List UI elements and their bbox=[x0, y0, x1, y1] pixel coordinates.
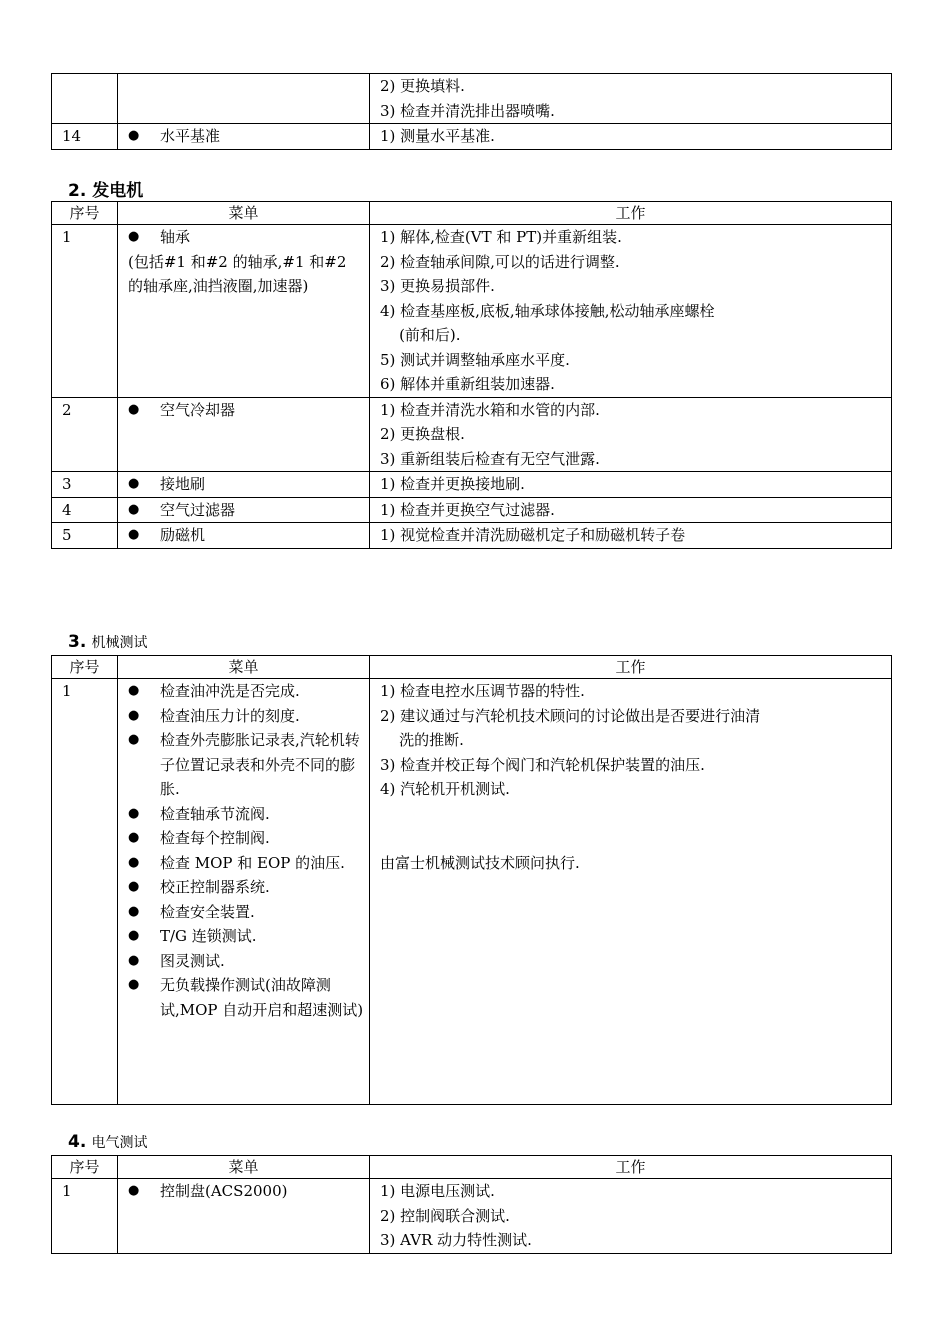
menu-item: T/G 连锁测试. bbox=[160, 927, 257, 945]
work-line: 洗的推断. bbox=[380, 731, 464, 749]
menu-item: 空气冷却器 bbox=[160, 400, 236, 419]
column-header: 序号 bbox=[52, 1156, 118, 1179]
column-header: 工作 bbox=[370, 1156, 892, 1179]
bullet-icon: ● bbox=[128, 854, 140, 870]
table-header-row bbox=[52, 656, 892, 679]
menu-item: 检查 MOP 和 EOP 的油压. bbox=[160, 853, 345, 872]
work-line: 1) 检查并清洗水箱和水管的内部. bbox=[380, 400, 600, 419]
row-menu bbox=[118, 679, 370, 1105]
work-line: 1) 检查并更换空气过滤器. bbox=[380, 500, 555, 519]
work-line: 3) 检查并校正每个阀门和汽轮机保护装置的油压. bbox=[380, 755, 705, 774]
row-number: 2 bbox=[52, 397, 118, 472]
row-menu bbox=[118, 124, 370, 150]
column-header: 菜单 bbox=[118, 1156, 370, 1179]
row-work bbox=[370, 523, 892, 549]
menu-item: 水平基准 bbox=[160, 127, 221, 145]
row-menu bbox=[118, 472, 370, 498]
bullet-icon: ● bbox=[128, 527, 140, 542]
work-line: 3) 更换易损部件. bbox=[380, 277, 495, 295]
table-row bbox=[52, 74, 892, 124]
menu-item: 检查安全装置. bbox=[160, 902, 255, 921]
work-line: 6) 解体并重新组装加速器. bbox=[380, 375, 555, 393]
column-header: 工作 bbox=[370, 656, 892, 679]
table-row bbox=[52, 1179, 892, 1254]
bullet-icon: ● bbox=[128, 229, 140, 244]
row-menu bbox=[118, 497, 370, 523]
bullet-icon: ● bbox=[128, 830, 140, 845]
row-number: 3 bbox=[52, 472, 118, 498]
row-number: 14 bbox=[52, 124, 118, 150]
work-line: 5) 测试并调整轴承座水平度. bbox=[380, 350, 570, 369]
menu-item: 校正控制器系统. bbox=[160, 878, 270, 896]
row-menu bbox=[118, 74, 370, 124]
row-work bbox=[370, 124, 892, 150]
menu-item: 接地刷 bbox=[160, 475, 206, 493]
section-number: 3. bbox=[68, 632, 87, 652]
table-row bbox=[52, 523, 892, 549]
work-line: 2) 建议通过与汽轮机技术顾问的讨论做出是否要进行油清 bbox=[380, 706, 761, 725]
menu-item: 轴承 bbox=[160, 228, 191, 246]
menu-item: 空气过滤器 bbox=[160, 500, 236, 519]
row-menu bbox=[118, 523, 370, 549]
work-note: 由富士机械测试技术顾问执行. bbox=[380, 853, 580, 872]
work-line: 3) AVR 动力特性测试. bbox=[380, 1231, 532, 1249]
work-line: 2) 更换盘根. bbox=[380, 425, 465, 443]
section-heading bbox=[68, 632, 148, 652]
section-number: 4. bbox=[68, 1132, 87, 1152]
table-row bbox=[52, 472, 892, 498]
bullet-icon: ● bbox=[128, 977, 140, 992]
column-header: 序号 bbox=[52, 202, 118, 225]
electrical-test-table bbox=[51, 1155, 892, 1254]
row-work bbox=[370, 397, 892, 472]
bullet-icon: ● bbox=[128, 128, 140, 143]
row-number: 4 bbox=[52, 497, 118, 523]
bullet-icon: ● bbox=[128, 707, 140, 723]
row-number: 1 bbox=[52, 679, 118, 1105]
bullet-icon: ● bbox=[128, 879, 140, 894]
row-work bbox=[370, 74, 892, 124]
work-line: 1) 检查并更换接地刷. bbox=[380, 475, 525, 493]
work-line: 3) 重新组装后检查有无空气泄露. bbox=[380, 449, 600, 468]
menu-item: 无负载操作测试(油故障测试,MOP 自动开启和超速测试) bbox=[160, 976, 364, 1019]
menu-item: 图灵测试. bbox=[160, 951, 225, 970]
table-header-row bbox=[52, 202, 892, 225]
row-number: 1 bbox=[52, 225, 118, 398]
section-heading bbox=[68, 1132, 148, 1152]
section-heading: 2. 发电机 bbox=[68, 181, 144, 201]
bullet-icon: ● bbox=[128, 401, 140, 417]
table-row bbox=[52, 497, 892, 523]
work-line: (前和后). bbox=[380, 326, 461, 344]
row-number: 1 bbox=[52, 1179, 118, 1254]
menu-item: 控制盘(ACS2000) bbox=[160, 1182, 288, 1200]
work-line: 1) 电源电压测试. bbox=[380, 1182, 495, 1200]
work-line: 4) 汽轮机开机测试. bbox=[380, 780, 510, 798]
table-row bbox=[52, 679, 892, 1105]
table-row bbox=[52, 225, 892, 398]
work-line: 1) 解体,检查(VT 和 PT)并重新组装. bbox=[380, 228, 622, 246]
menu-item: 检查油冲洗是否完成. bbox=[160, 682, 300, 700]
work-line: 2) 检查轴承间隙,可以的话进行调整. bbox=[380, 252, 620, 271]
bullet-icon: ● bbox=[128, 952, 140, 968]
column-header: 工作 bbox=[370, 202, 892, 225]
row-work bbox=[370, 497, 892, 523]
table-row bbox=[52, 397, 892, 472]
row-work bbox=[370, 1179, 892, 1254]
bullet-icon: ● bbox=[128, 732, 140, 747]
continued-table bbox=[51, 73, 892, 150]
bullet-icon: ● bbox=[128, 476, 140, 491]
row-work bbox=[370, 225, 892, 398]
work-line: 4) 检查基座板,底板,轴承球体接触,松动轴承座螺栓 bbox=[380, 301, 715, 320]
row-menu bbox=[118, 1179, 370, 1254]
menu-item: 检查外壳膨胀记录表,汽轮机转子位置记录表和外壳不同的膨胀. bbox=[160, 731, 360, 798]
bullet-icon: ● bbox=[128, 1183, 140, 1198]
column-header: 菜单 bbox=[118, 202, 370, 225]
menu-item: 检查油压力计的刻度. bbox=[160, 706, 300, 725]
bullet-icon: ● bbox=[128, 683, 140, 698]
bullet-icon: ● bbox=[128, 805, 140, 821]
work-line: 2) 更换填料. bbox=[380, 77, 465, 95]
mechanical-test-table bbox=[51, 655, 892, 1105]
bullet-icon: ● bbox=[128, 903, 140, 919]
table-row bbox=[52, 124, 892, 150]
work-line: 3) 检查并清洗排出器喷嘴. bbox=[380, 101, 555, 120]
menu-item: 检查轴承节流阀. bbox=[160, 804, 270, 823]
row-number bbox=[52, 74, 118, 124]
bullet-icon: ● bbox=[128, 928, 140, 943]
work-line: 1) 视觉检查并清洗励磁机定子和励磁机转子卷 bbox=[380, 526, 686, 544]
menu-note: (包括#1 和#2 的轴承,#1 和#2 的轴承座,油挡液圈,加速器) bbox=[128, 252, 347, 295]
menu-item: 励磁机 bbox=[160, 526, 206, 544]
column-header: 序号 bbox=[52, 656, 118, 679]
section-title: 电气测试 bbox=[91, 1135, 148, 1151]
section-title: 机械测试 bbox=[91, 635, 148, 651]
generator-table bbox=[51, 201, 892, 549]
table-header-row bbox=[52, 1156, 892, 1179]
row-work bbox=[370, 472, 892, 498]
work-line: 2) 控制阀联合测试. bbox=[380, 1206, 510, 1225]
work-line: 1) 检查电控水压调节器的特性. bbox=[380, 682, 585, 700]
row-menu bbox=[118, 397, 370, 472]
menu-item: 检查每个控制阀. bbox=[160, 829, 270, 847]
row-number: 5 bbox=[52, 523, 118, 549]
bullet-icon: ● bbox=[128, 501, 140, 517]
column-header: 菜单 bbox=[118, 656, 370, 679]
row-work bbox=[370, 679, 892, 1105]
work-line: 1) 测量水平基准. bbox=[380, 127, 495, 145]
row-menu bbox=[118, 225, 370, 398]
